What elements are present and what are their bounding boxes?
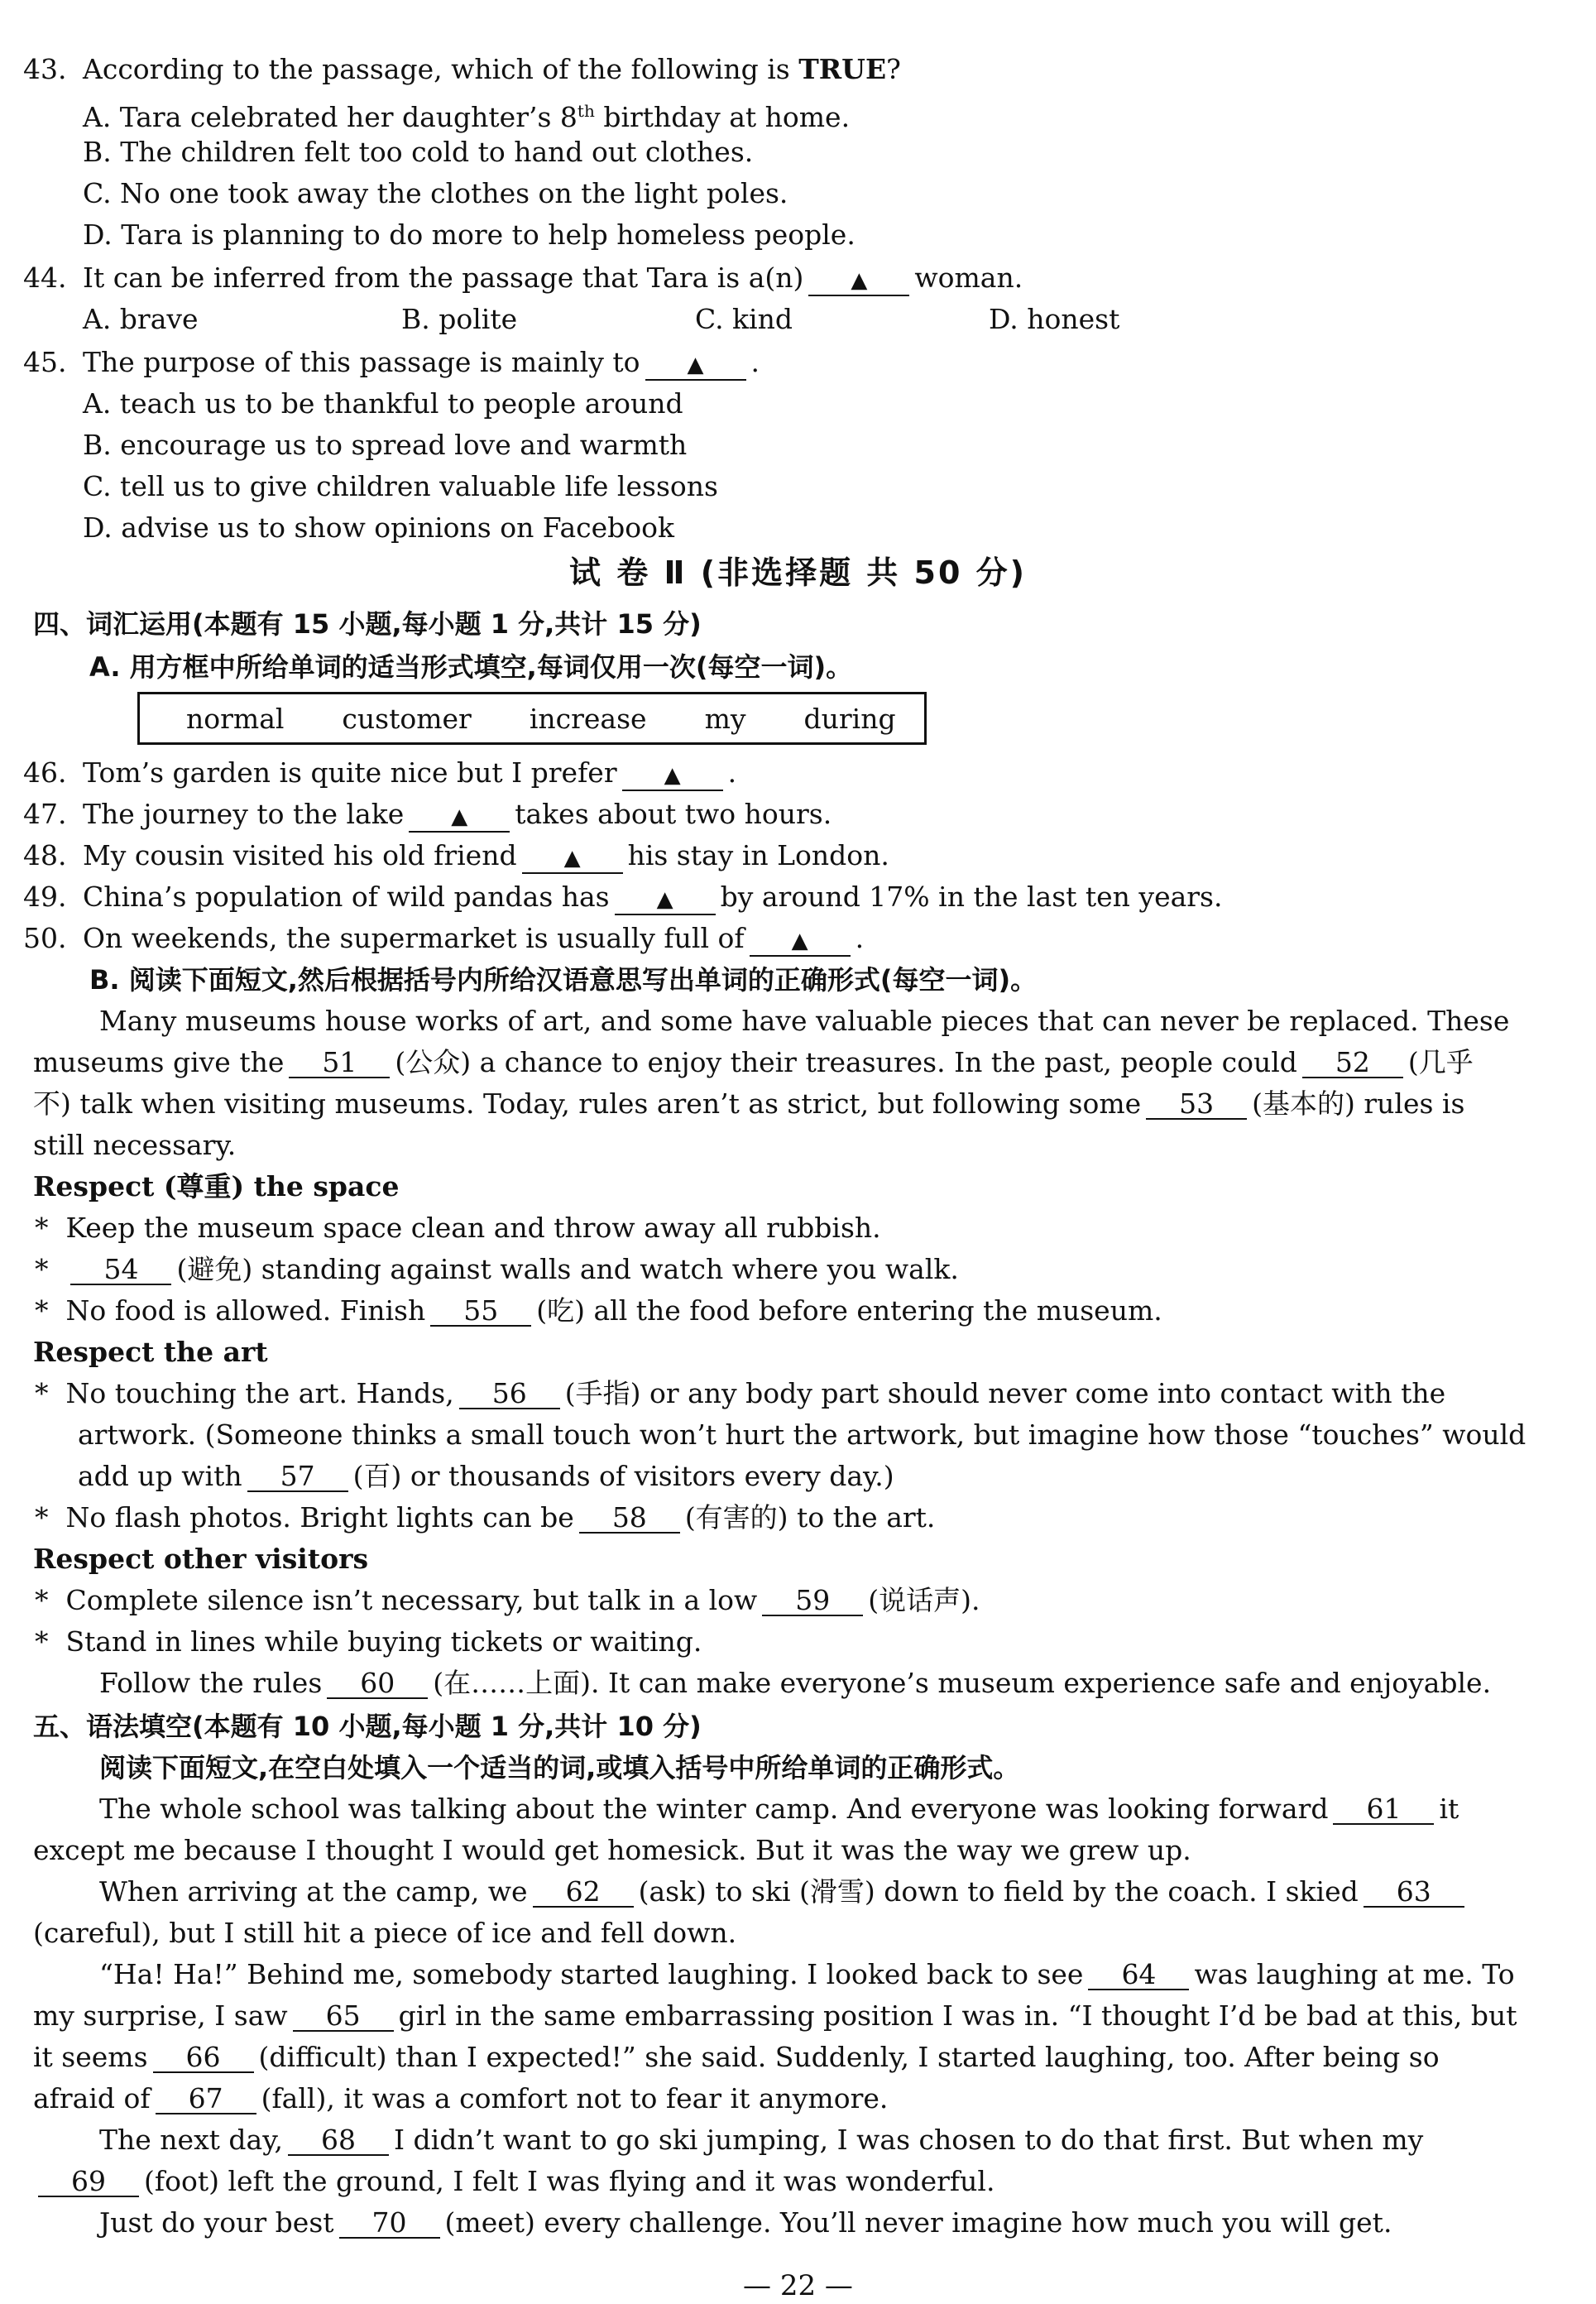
blank-68[interactable]: 68 <box>288 2126 389 2156</box>
bullet-item: * Complete silence isn’t necessary, but talk in a low 59 (说话声). <box>35 1584 980 1616</box>
question-50: 50. On weekends, the supermarket is usually full of ▲ . <box>23 922 864 957</box>
question-number: 43. <box>23 53 67 85</box>
options-44 <box>83 303 1119 336</box>
blank-67[interactable]: 67 <box>156 2085 256 2114</box>
page-number: — 22 — <box>743 2269 853 2302</box>
blank-70[interactable]: 70 <box>339 2209 440 2239</box>
word-bank-box <box>137 692 927 745</box>
question-45: 45. The purpose of this passage is mainly to ▲ . <box>23 346 760 381</box>
bullet-continuation: artwork. (Someone thinks a small touch won’t hurt the artwork, but imagine how those “touches” would <box>78 1418 1527 1451</box>
blank-69[interactable]: 69 <box>38 2167 139 2197</box>
answer-blank[interactable]: ▲ <box>409 800 510 833</box>
question-48: 48. My cousin visited his old friend ▲ his stay in London. <box>23 839 889 874</box>
blank-66[interactable]: 66 <box>153 2043 254 2073</box>
blank-63[interactable]: 63 <box>1364 1878 1464 1908</box>
blank-51[interactable]: 51 <box>289 1049 390 1078</box>
bullet-continuation: add up with 57 (百) or thousands of visitors every day.) <box>78 1460 894 1492</box>
passage-line: Follow the rules 60 (在……上面). It can make everyone’s museum experience safe and enjoyable. <box>99 1667 1492 1699</box>
blank-64[interactable]: 64 <box>1088 1961 1189 1990</box>
word-bank-item: my <box>704 702 746 735</box>
blank-55[interactable]: 55 <box>430 1297 531 1327</box>
section-5-title: 五、语法填空(本题有 10 小题,每小题 1 分,共计 10 分) <box>33 1711 702 1742</box>
bullet-item: * 54 (避免) standing against walls and watch where you walk. <box>35 1253 959 1285</box>
asterisk-icon: * <box>35 1294 66 1327</box>
blank-58[interactable]: 58 <box>579 1504 680 1534</box>
bullet-item: * No flash photos. Bright lights can be 58 (有害的) to the art. <box>35 1501 936 1534</box>
option-44-b: B. polite <box>401 303 518 335</box>
blank-65[interactable]: 65 <box>293 2002 394 2032</box>
passage-line: When arriving at the camp, we 62 (ask) to ski (滑雪) down to field by the coach. I skied 63 <box>99 1875 1469 1908</box>
passage-line: The whole school was talking about the winter camp. And everyone was looking forward 61 it <box>99 1793 1459 1825</box>
passage-line: museums give the 51 (公众) a chance to enjoy their treasures. In the past, people could 52 (几乎 <box>33 1046 1474 1078</box>
option-43-b: B. The children felt too cold to hand out clothes. <box>83 136 754 168</box>
passage-line: except me because I thought I would get homesick. But it was the way we grew up. <box>33 1834 1191 1866</box>
passage-line: “Ha! Ha!” Behind me, somebody started laughing. I looked back to see 64 was laughing at me. To <box>99 1958 1515 1990</box>
asterisk-icon: * <box>35 1625 66 1658</box>
word-bank-item: normal <box>186 702 285 735</box>
asterisk-icon: * <box>35 1253 66 1285</box>
blank-59[interactable]: 59 <box>762 1586 863 1616</box>
blank-62[interactable]: 62 <box>533 1878 634 1908</box>
answer-blank[interactable]: ▲ <box>645 348 746 381</box>
option-45-b: B. encourage us to spread love and warmth <box>83 429 688 461</box>
passage-line: 不) talk when visiting museums. Today, rules aren’t as strict, but following some 53 (基本的) rules is <box>33 1087 1465 1120</box>
question-text: According to the passage, which of the following is <box>83 53 799 85</box>
bullet-item: * No food is allowed. Finish 55 (吃) all the food before entering the museum. <box>35 1294 1162 1327</box>
answer-blank[interactable]: ▲ <box>808 264 909 296</box>
word-bank-item: increase <box>529 702 647 735</box>
answer-blank[interactable]: ▲ <box>615 883 716 915</box>
passage-line: 69 (foot) left the ground, I felt I was flying and it was wonderful. <box>33 2165 995 2198</box>
blank-61[interactable]: 61 <box>1333 1795 1434 1825</box>
passage-line: still necessary. <box>33 1129 237 1161</box>
option-44-c: C. kind <box>695 303 793 335</box>
blank-52[interactable]: 52 <box>1302 1049 1403 1078</box>
asterisk-icon: * <box>35 1212 66 1244</box>
answer-blank[interactable]: ▲ <box>522 842 623 874</box>
option-44-d: D. honest <box>989 303 1120 335</box>
question-49: 49. China’s population of wild pandas has ▲ by around 17% in the last ten years. <box>23 881 1222 915</box>
passage-line: Just do your best 70 (meet) every challenge. You’ll never imagine how much you will get. <box>99 2206 1392 2239</box>
blank-57[interactable]: 57 <box>247 1462 348 1492</box>
blank-54[interactable]: 54 <box>70 1255 171 1285</box>
section-4a-instruction: A. 用方框中所给单词的适当形式填空,每词仅用一次(每空一词)。 <box>89 651 853 683</box>
question-47: 47. The journey to the lake ▲ takes about two hours. <box>23 798 832 833</box>
passage-line: Many museums house works of art, and some have valuable pieces that can never be replaced. These <box>99 1005 1510 1037</box>
subheading-respect-visitors: Respect other visitors <box>33 1543 369 1575</box>
word-bank-item: customer <box>342 702 472 735</box>
question-44: 44. It can be inferred from the passage that Tara is a(n) ▲ woman. <box>23 262 1023 296</box>
blank-53[interactable]: 53 <box>1146 1090 1247 1120</box>
option-43-a: A. Tara celebrated her daughter’s 8th birthday at home. <box>83 101 851 133</box>
subheading-respect-space: Respect (尊重) the space <box>33 1170 400 1202</box>
passage-line: my surprise, I saw 65 girl in the same embarrassing position I was in. “I thought I’d be bad at this, but <box>33 1999 1517 2032</box>
bullet-item: * Keep the museum space clean and throw away all rubbish. <box>35 1212 881 1244</box>
bullet-item: * Stand in lines while buying tickets or waiting. <box>35 1625 702 1658</box>
answer-blank[interactable]: ▲ <box>750 924 851 957</box>
question-46: 46. Tom’s garden is quite nice but I prefer ▲ . <box>23 756 736 791</box>
passage-line: (careful), but I still hit a piece of ice and fell down. <box>33 1917 737 1949</box>
asterisk-icon: * <box>35 1377 66 1409</box>
question-emphasis: TRUE <box>798 53 887 85</box>
asterisk-icon: * <box>35 1501 66 1534</box>
bullet-item: * No touching the art. Hands, 56 (手指) or any body part should never come into contact with the <box>35 1377 1446 1409</box>
option-44-a: A. brave <box>83 303 199 335</box>
option-45-a: A. teach us to be thankful to people around <box>83 387 683 420</box>
word-bank-item: during <box>803 702 896 735</box>
passage-line: The next day, 68 I didn’t want to go ski jumping, I was chosen to do that first. But when my <box>99 2124 1424 2156</box>
option-43-d: D. Tara is planning to do more to help homeless people. <box>83 218 856 251</box>
blank-60[interactable]: 60 <box>327 1669 428 1699</box>
subheading-respect-art: Respect the art <box>33 1336 268 1368</box>
section-4-title: 四、词汇运用(本题有 15 小题,每小题 1 分,共计 15 分) <box>33 608 702 640</box>
part-2-title: 试 卷 Ⅱ (非选择题 共 50 分) <box>568 554 1028 591</box>
section-4b-instruction: B. 阅读下面短文,然后根据括号内所给汉语意思写出单词的正确形式(每空一词)。 <box>89 964 1038 996</box>
question-43: 43. According to the passage, which of the following is TRUE? <box>23 53 901 85</box>
option-43-c: C. No one took away the clothes on the light poles. <box>83 177 788 209</box>
passage-line: it seems 66 (difficult) than I expected!” she said. Suddenly, I started laughing, too. After being so <box>33 2041 1440 2073</box>
option-45-d: D. advise us to show opinions on Facebook <box>83 511 675 544</box>
blank-56[interactable]: 56 <box>459 1380 560 1409</box>
asterisk-icon: * <box>35 1584 66 1616</box>
section-5-instruction: 阅读下面短文,在空白处填入一个适当的词,或填入括号中所给单词的正确形式。 <box>99 1752 1020 1783</box>
answer-blank[interactable]: ▲ <box>622 759 723 791</box>
passage-line: afraid of 67 (fall), it was a comfort not to fear it anymore. <box>33 2082 889 2114</box>
option-45-c: C. tell us to give children valuable life lessons <box>83 470 718 502</box>
